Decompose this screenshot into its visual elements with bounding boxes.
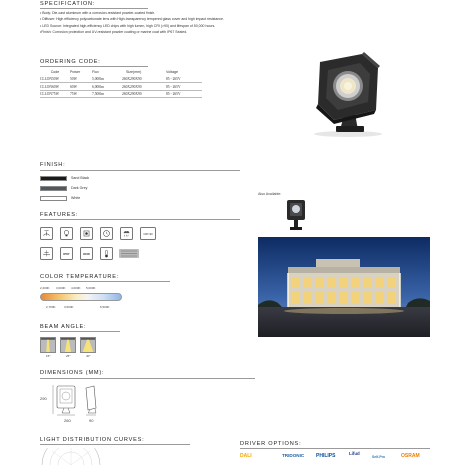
lifespan-icon (100, 227, 113, 240)
finish-label: White (71, 196, 81, 200)
cct-label-top: 5,000K (86, 286, 96, 290)
specification-list (40, 10, 224, 36)
cell-code: CLLON75W (40, 90, 70, 97)
table-row (40, 83, 202, 90)
angle-adjust-icon (40, 227, 53, 240)
cell-code: CLLON60W (40, 83, 70, 90)
cell-power: 60W (70, 83, 92, 90)
cell-size: 260X290X90 (122, 90, 166, 97)
ik-badge-text: IK08 (83, 251, 90, 256)
beam-40-icon (80, 337, 96, 353)
heading-underline (40, 8, 148, 9)
ordering-code-heading: ORDERING CODE: (40, 59, 101, 65)
cell-power: 75W (70, 90, 92, 97)
color-temperature-bar (40, 293, 122, 301)
cri-badge-text: CRI>90 (143, 232, 153, 236)
lifud-logo: Lifud (349, 451, 360, 456)
heading-underline (40, 170, 240, 171)
cell-voltage: 85 - 265V (166, 83, 202, 90)
heading-underline (40, 378, 255, 379)
beam-label: 15° (46, 354, 51, 358)
beam-angle-heading: BEAM ANGLE: (40, 324, 87, 330)
finish-label: Sand Black (71, 176, 90, 180)
table-row (40, 90, 202, 97)
dimension-height: 290 (40, 396, 47, 401)
table-row (40, 76, 202, 83)
heading-underline (40, 219, 240, 220)
cct-label-top: 4,000K (71, 286, 81, 290)
color-temperature-heading: COLOR TEMPERATURE: (40, 274, 120, 280)
features-heading: FEATURES: (40, 212, 79, 218)
spec-led-source: • LED Source: Integrated high-efficiency LED chips with high lumen, high CRI (>90) and lifespan of 50,000 hours. (40, 23, 216, 28)
application-photo (258, 237, 430, 337)
cell-flux: 7,500lm (92, 90, 122, 97)
bulb-icon (60, 227, 73, 240)
osram-logo: OSRAM (401, 453, 420, 459)
cell-flux: 5,000lm (92, 76, 122, 83)
driver-options-heading: DRIVER OPTIONS: (240, 441, 302, 447)
heading-underline (240, 448, 430, 449)
pressure-icon (40, 247, 53, 260)
alt-product-image (284, 198, 308, 234)
tridonic-logo: TRIDONIC (282, 453, 305, 458)
swatch-dark-grey (40, 186, 67, 191)
cct-label-top: 2,200K (40, 286, 50, 290)
heading-underline (40, 331, 120, 332)
cell-code: CLLON50W (40, 76, 70, 83)
cell-size: 260X290X90 (122, 83, 166, 90)
heading-underline (40, 66, 148, 67)
spec-body: • Body: Die-cast aluminum with a corrosion-resistant powder-coated finish. (40, 11, 156, 15)
finish-heading: FINISH: (40, 162, 66, 168)
cell-size: 260X290X90 (122, 76, 166, 83)
ip-badge-text: IP67 (63, 251, 70, 256)
cri-icon (140, 227, 156, 240)
cct-label-bottom: 3,500K (64, 305, 74, 309)
thermal-icon (100, 247, 113, 260)
ip67-icon (60, 247, 73, 260)
rain-icon (120, 227, 133, 240)
die-cast-icon (118, 247, 140, 260)
cct-label-top: 3,000K (56, 286, 66, 290)
selfpro-logo: Self-Pro (372, 455, 385, 459)
finish-label: Dark Grey (71, 186, 88, 190)
ordering-table (40, 69, 202, 98)
column-header: Power (70, 70, 81, 74)
cell-flux: 6,000lm (92, 83, 122, 90)
specification-heading: SPECIFICATION: (40, 1, 96, 7)
cct-label-bottom: 2,700K (46, 305, 56, 309)
dimensions-heading: DIMENSIONS (MM): (40, 370, 105, 376)
led-chip-icon (80, 227, 93, 240)
dali-logo: DALI (240, 453, 252, 459)
column-header: Voltage (166, 70, 178, 74)
beam-label: 25° (66, 354, 71, 358)
dimension-depth: 90 (89, 418, 94, 423)
dimension-width: 260 (64, 418, 71, 423)
column-header: Size(mm) (126, 70, 142, 74)
heading-underline (40, 281, 170, 282)
swatch-white (40, 196, 67, 201)
philips-logo: PHILIPS (316, 453, 336, 459)
ik08-icon (80, 247, 93, 260)
cct-label-bottom: 6,500K (100, 305, 110, 309)
table-header-row (40, 69, 202, 76)
beam-15-icon (40, 337, 56, 353)
column-header: Flux (92, 70, 99, 74)
cell-power: 50W (70, 76, 92, 83)
dimension-drawing (50, 382, 108, 418)
cell-voltage: 85 - 265V (166, 90, 202, 97)
swatch-sand-black (40, 176, 67, 181)
product-image (300, 48, 390, 140)
also-available-label: Also Available: (258, 192, 282, 196)
beam-25-icon (60, 337, 76, 353)
polar-curve (40, 448, 102, 465)
spec-diffuser: • Diffuser: High efficiency polycarbonate lens with High-transparency tempered glass cover and high impact resistance. (40, 17, 224, 22)
cell-voltage: 85 - 265V (166, 76, 202, 83)
light-distribution-heading: LIGHT DISTRIBUTION CURVES: (40, 437, 145, 443)
heading-underline (40, 444, 190, 445)
spec-finish: •Finish: Corrosion protection and UV-resistant powder coating or marine coat with IP67 Sealed. (40, 30, 188, 35)
beam-label: 40° (86, 354, 91, 358)
column-header: Code (50, 70, 60, 74)
